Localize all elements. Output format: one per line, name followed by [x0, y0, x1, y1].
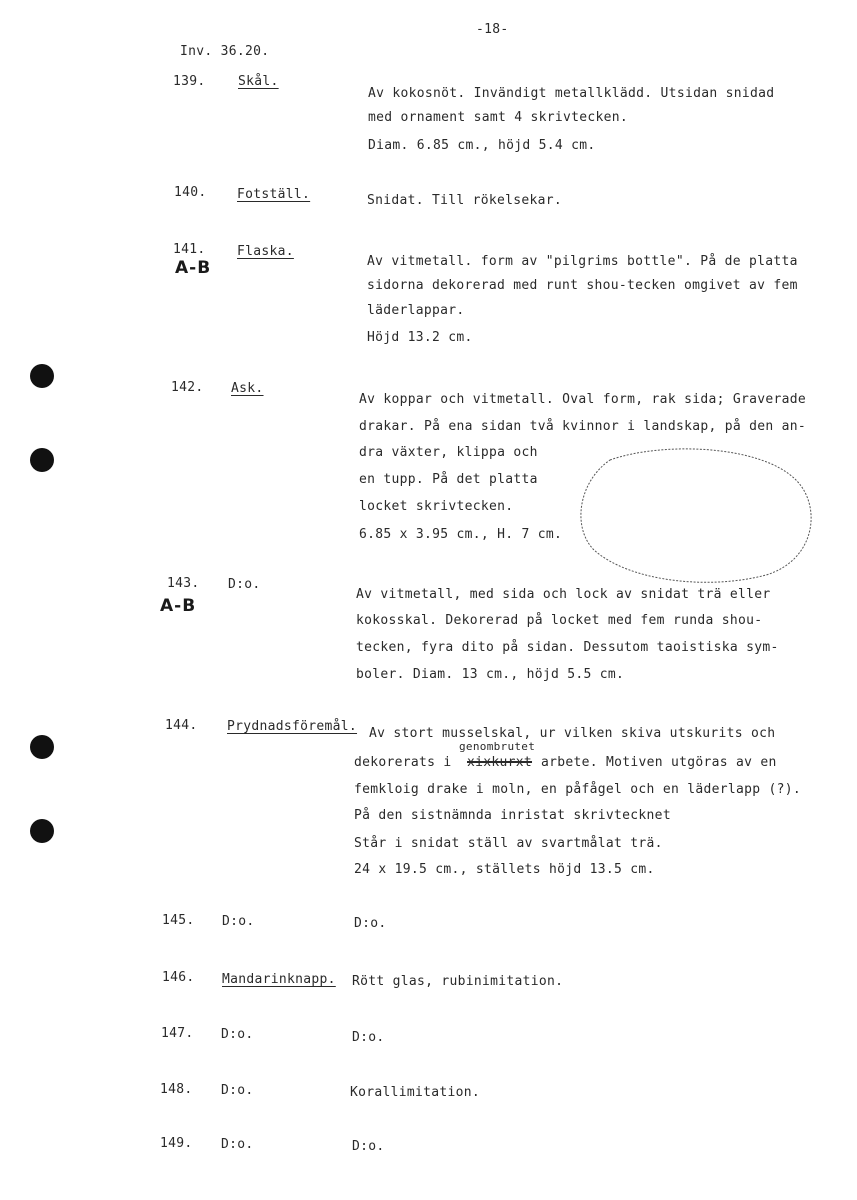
entry-description: en tupp. På det platta — [359, 472, 538, 487]
entry-title: D:o. — [221, 1027, 254, 1042]
entry-description: Rött glas, rubinimitation. — [352, 974, 564, 989]
entry-description: Av koppar och vitmetall. Oval form, rak sida; Graverade — [359, 392, 806, 407]
entry-description: Står i snidat ställ av svartmålat trä. — [354, 836, 663, 851]
binder-hole — [30, 364, 54, 388]
entry-title: Fotställ. — [237, 187, 311, 202]
entry-title: Skål. — [238, 74, 279, 89]
binder-hole — [30, 819, 54, 843]
binder-hole — [30, 735, 54, 759]
entry-description: locket skrivtecken. — [359, 499, 514, 514]
entry-description: kokosskal. Dekorerad på locket med fem runda shou- — [356, 613, 763, 628]
entry-description: Diam. 6.85 cm., höjd 5.4 cm. — [368, 138, 596, 153]
entry-number: 143. — [167, 576, 200, 591]
entry-number: 140. — [174, 185, 207, 200]
entry-description: D:o. — [352, 1139, 385, 1154]
entry-number: 149. — [160, 1136, 193, 1151]
entry-description: läderlappar. — [367, 303, 465, 318]
entry-description: dekorerats i — [354, 755, 452, 770]
entry-title: Prydnadsföremål. — [227, 719, 358, 734]
entry-description: Korallimitation. — [350, 1085, 481, 1100]
entry-number: 145. — [162, 913, 195, 928]
entry-number: 144. — [165, 718, 198, 733]
entry-title: Ask. — [231, 381, 264, 396]
entry-description: Av vitmetall, med sida och lock av snidat trä eller — [356, 587, 771, 602]
entry-number: 142. — [171, 380, 204, 395]
entry-description: femkloig drake i moln, en påfågel och en läderlapp (?). — [354, 782, 801, 797]
entry-number: 146. — [162, 970, 195, 985]
entry-description: På den sistnämnda inristat skrivtecknet — [354, 808, 671, 823]
entry-title: Mandarinknapp. — [222, 972, 336, 987]
entry-description: 24 x 19.5 cm., ställets höjd 13.5 cm. — [354, 862, 655, 877]
handwritten-mark: A-B — [175, 258, 212, 278]
entry-number: 148. — [160, 1082, 193, 1097]
inserted-word: genombrutet — [459, 740, 536, 753]
entry-number: 147. — [161, 1026, 194, 1041]
entry-description: arbete. Motiven utgöras av en — [541, 755, 777, 770]
binder-hole — [30, 448, 54, 472]
handwritten-mark: A-B — [160, 596, 197, 616]
entry-title: Flaska. — [237, 244, 294, 259]
entry-description: Snidat. Till rökelsekar. — [367, 193, 563, 208]
hand-drawn-oval — [570, 440, 830, 590]
entry-description: dra växter, klippa och — [359, 445, 538, 460]
entry-description: D:o. — [354, 916, 387, 931]
entry-description: D:o. — [352, 1030, 385, 1045]
entry-description: drakar. På ena sidan två kvinnor i landskap, på den an- — [359, 419, 806, 434]
entry-description: Av stort musselskal, ur vilken skiva utskurits och — [369, 726, 776, 741]
entry-description: tecken, fyra dito på sidan. Dessutom taoistiska sym- — [356, 640, 779, 655]
entry-description: Av kokosnöt. Invändigt metallklädd. Utsidan snidad — [368, 86, 775, 101]
entry-title: D:o. — [221, 1083, 254, 1098]
entry-description: med ornament samt 4 skrivtecken. — [368, 110, 629, 125]
entry-description: Höjd 13.2 cm. — [367, 330, 473, 345]
entry-number: 139. — [173, 74, 206, 89]
entry-description: sidorna dekorerad med runt shou-tecken omgivet av fem — [367, 278, 798, 293]
entry-number: 141. — [173, 242, 206, 257]
entry-title: D:o. — [228, 577, 261, 592]
entry-description: 6.85 x 3.95 cm., H. 7 cm. — [359, 527, 563, 542]
entry-title: D:o. — [221, 1137, 254, 1152]
entry-description: Av vitmetall. form av "pilgrims bottle". På de platta — [367, 254, 798, 269]
inventory-number: Inv. 36.20. — [180, 44, 270, 59]
entry-title: D:o. — [222, 914, 255, 929]
entry-description: boler. Diam. 13 cm., höjd 5.5 cm. — [356, 667, 625, 682]
struck-out-word: xixkurxt — [467, 755, 533, 770]
page-number: -18- — [476, 22, 509, 37]
